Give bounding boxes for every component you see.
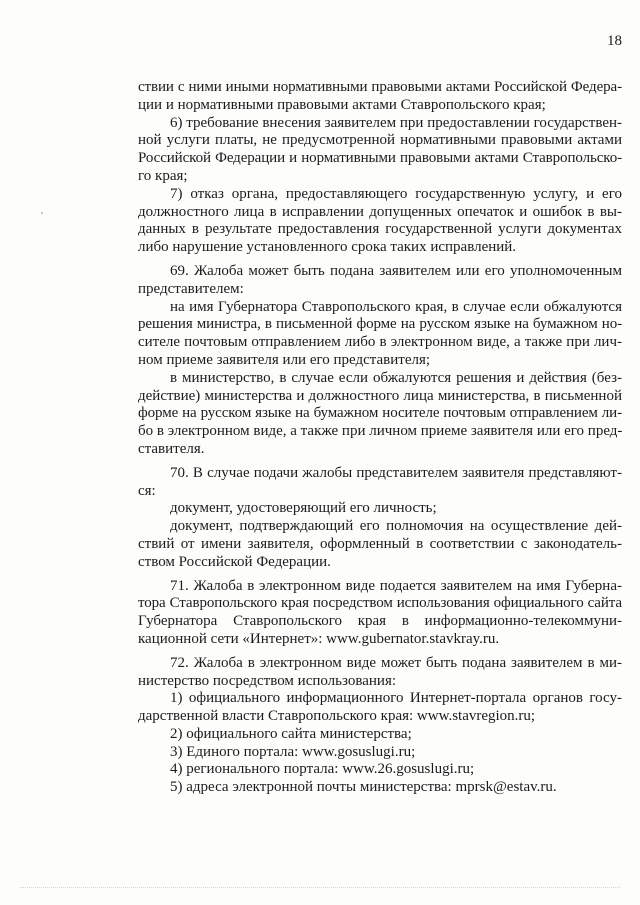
text-line: Губернатора Ставропольского края в информационно-телекоммуни- — [138, 613, 622, 630]
text-line: действие) министерства и должностного лица министерства, в письменной — [138, 387, 622, 404]
clause-70-identity-document — [138, 500, 622, 518]
text-line: 2) официального сайта министерства; — [170, 725, 412, 742]
clause-72-item-1 — [138, 690, 622, 726]
paragraph-continuation — [138, 79, 622, 115]
clause-69 — [138, 263, 622, 299]
text-line: на имя Губернатора Ставропольского края, в случае если обжалуются — [170, 298, 622, 315]
page-number: 18 — [607, 33, 622, 49]
text-line: в министерство, в случае если обжалуются решения и действия (без- — [170, 369, 622, 386]
clause-69-option-governor — [138, 299, 622, 370]
text-line: ной услуги платы, не предусмотренной нормативными правовыми актами — [138, 132, 622, 149]
scan-edge-artifact — [20, 887, 620, 888]
clause-72-item-2 — [138, 726, 622, 744]
text-line: кационной сети «Интернет»: www.gubernator.stavkray.ru. — [138, 630, 500, 647]
list-item-6 — [138, 115, 622, 186]
clause-69-option-ministry — [138, 370, 622, 459]
clause-72-item-3 — [138, 744, 622, 762]
text-line: го края; — [138, 167, 188, 184]
text-line: форме на русском языке на бумажном носителе почтовым отправлением ли- — [138, 405, 622, 422]
text-line: тора Ставропольского края посредством использования официального сайта — [138, 595, 622, 612]
clause-72-item-5 — [138, 779, 622, 797]
text-line: 5) адреса электронной почты министерства: mprsk@estav.ru. — [170, 779, 557, 796]
text-line: ции и нормативными правовыми актами Ставропольского края; — [138, 96, 546, 113]
text-line: документ, подтверждающий его полномочия на осуществление дей- — [170, 518, 622, 535]
text-line: нистерство посредством использования: — [138, 672, 397, 689]
text-line: 7) отказ органа, предоставляющего государственную услугу, и его — [170, 185, 622, 202]
text-line: бо в электронном виде, а также при личном приеме заявителя или его пред- — [138, 423, 623, 440]
text-line: документ, удостоверяющий его личность; — [170, 500, 437, 517]
text-line: 71. Жалоба в электронном виде подается заявителем на имя Губерна- — [170, 577, 622, 594]
text-line: ся: — [138, 482, 156, 499]
text-line: ставителя. — [138, 440, 205, 457]
scan-speck — [41, 212, 43, 214]
clause-71 — [138, 578, 622, 649]
list-item-7 — [138, 186, 622, 257]
text-line: 3) Единого портала: www.gosuslugi.ru; — [170, 743, 416, 760]
text-line: 1) официального информационного Интернет-портала органов госу- — [170, 690, 622, 707]
clause-70 — [138, 465, 622, 501]
text-line: ствии с ними иными нормативными правовыми актами Российской Федера- — [138, 79, 622, 95]
clause-72 — [138, 655, 622, 691]
text-line: ном приеме заявителя или его представителя; — [138, 351, 431, 368]
text-line: данных в результате предоставления государственной услуги документах — [138, 221, 622, 238]
text-line: 6) требование внесения заявителем при предоставлении государствен- — [170, 114, 622, 131]
text-line: либо нарушение установленного срока таких исправлений. — [138, 239, 517, 256]
text-line: должностного лица в исправлении допущенных опечаток и ошибок в вы- — [138, 203, 622, 220]
text-line: 72. Жалоба в электронном виде может быть подана заявителем в ми- — [170, 654, 622, 671]
text-line: 69. Жалоба может быть подана заявителем или его уполномоченным — [170, 262, 622, 279]
clause-70-authority-document — [138, 518, 622, 571]
text-line: 70. В случае подачи жалобы представителем заявителя представляют- — [170, 464, 622, 481]
document-body — [138, 79, 622, 797]
clause-72-item-4 — [138, 761, 622, 779]
text-line: дарственной власти Ставропольского края: www.stavregion.ru; — [138, 708, 536, 725]
text-line: ствий от имени заявителя, оформленный в соответствии с законодатель- — [138, 535, 622, 552]
text-line: 4) регионального портала: www.26.gosuslugi.ru; — [170, 761, 475, 778]
text-line: представителем: — [138, 280, 244, 297]
text-line: сителе почтовым отправлением либо в электронном виде, а также при лич- — [138, 334, 622, 351]
text-line: ством Российской Федерации. — [138, 553, 331, 570]
text-line: решения министра, в письменной форме на русском языке на бумажном но- — [138, 316, 622, 333]
text-line: Российской Федерации и нормативными правовыми актами Ставропольско- — [138, 150, 622, 167]
